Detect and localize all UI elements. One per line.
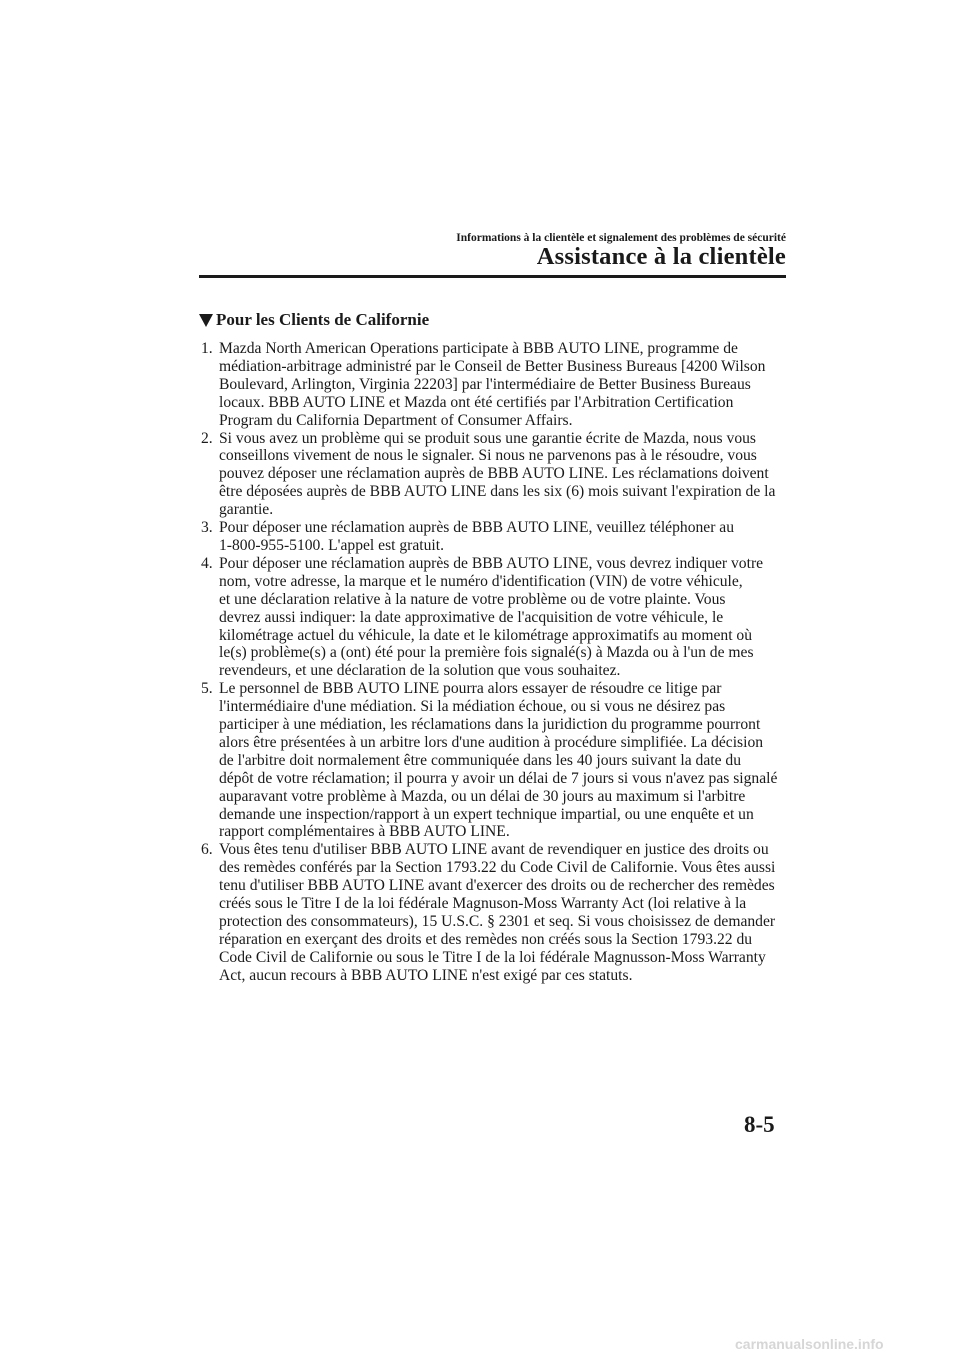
list-item-line: créés sous le Titre I de la loi fédérale Magnuson-Moss Warranty Act (loi relative à la: [219, 895, 747, 913]
list-item-line: l'intermédiaire d'une médiation. Si la médiation échoue, ou si vous ne désirez pas: [219, 698, 726, 716]
list-item-line: pouvez déposer une réclamation auprès de BBB AUTO LINE. Les réclamations doivent: [219, 465, 769, 483]
list-item-line: alors être présentées à un arbitre lors d'une audition à procédure simplifiée. La décision: [219, 733, 764, 751]
list-item-line: locaux. BBB AUTO LINE et Mazda ont été certifiés par l'Arbitration Certification: [219, 393, 734, 411]
list-item-line: réparation en exerçant des droits et des remèdes non créés sous la Section 1793.22 du: [219, 930, 753, 948]
list-item-line: Boulevard, Arlington, Virginia 22203] par l'intermédiaire de Better Business Bureaus: [219, 375, 751, 393]
list-item: [199, 841, 791, 984]
list-item-line: le(s) problème(s) a (ont) été pour la première fois signalé(s) à Mazda ou à l'un de mes: [219, 644, 754, 662]
list-item-line: protection des consommateurs), 15 U.S.C. § 2301 et seq. Si vous choisissez de demander: [219, 913, 776, 930]
numbered-list: [199, 340, 791, 985]
list-item-line: de l'arbitre doit normalement être communiquée dans les 40 jours suivant la date du: [219, 751, 742, 769]
list-item: [199, 430, 791, 520]
watermark[interactable]: carmanualsonline.info: [735, 1336, 884, 1352]
section-heading-text: Pour les Clients de Californie: [216, 310, 430, 329]
list-item-line: garantie.: [219, 501, 274, 519]
list-item-line: Vous êtes tenu d'utiliser BBB AUTO LINE avant de revendiquer en justice des droits ou: [219, 841, 769, 859]
list-item-line: revendeurs, et une déclaration de la solution que vous souhaitez.: [219, 662, 621, 680]
list-item-line: des remèdes conférés par la Section 1793.22 du Code Civil de Californie. Vous êtes aussi: [219, 859, 776, 877]
list-item-line: demande une inspection/rapport à un expert technique impartial, ou une enquête et un: [219, 805, 754, 823]
list-item-line: kilométrage actuel du véhicule, la date et le kilométrage approximatifs au moment où: [219, 626, 753, 644]
list-item: [199, 340, 791, 430]
list-item-line: 1-800-955-5100. L'appel est gratuit.: [219, 536, 444, 554]
page-number: 8-5: [744, 1112, 775, 1137]
list-item-number: 1.: [201, 340, 213, 357]
list-item: [199, 555, 791, 680]
chapter-subtitle: Informations à la clientèle et signalement des problèmes de sécurité: [456, 232, 786, 244]
list-item-line: tenu d'utiliser BBB AUTO LINE avant d'exercer des droits ou de rechercher des remèdes: [219, 877, 775, 895]
list-item-line: Pour déposer une réclamation auprès de BBB AUTO LINE, vous devrez indiquer votre: [219, 554, 764, 572]
list-item-line: Act, aucun recours à BBB AUTO LINE n'est exigé par ces statuts.: [219, 966, 633, 984]
list-item: [199, 680, 791, 841]
list-item-number: 3.: [201, 519, 213, 537]
page-title: Assistance à la clientèle: [536, 243, 786, 270]
section-heading: [199, 310, 429, 330]
list-item-line: conseillons vivement de nous le signaler. Si nous ne parvenons pas à le résoudre, vous: [219, 447, 757, 465]
list-item-line: auparavant votre problème à Mazda, ou un délai de 30 jours au maximum si l'arbitre: [219, 787, 746, 805]
header-divider: [199, 275, 786, 278]
list-item-line: dépôt de votre réclamation; il pourra y avoir un délai de 7 jours si vous n'avez pas signalé: [219, 769, 778, 787]
list-item-line: Code Civil de Californie ou sous le Titre I de la loi fédérale Magnusson-Moss Warranty: [219, 948, 766, 966]
list-item-number: 5.: [201, 680, 213, 698]
list-item-line: Si vous avez un problème qui se produit sous une garantie écrite de Mazda, nous vous: [219, 429, 756, 447]
list-item-line: et une déclaration relative à la nature de votre problème ou de votre plainte. Vous: [219, 590, 726, 608]
list-item-number: 2.: [201, 429, 213, 447]
list-item-line: médiation-arbitrage administré par le Conseil de Better Business Bureaus [4200 Wilson: [219, 357, 766, 375]
list-item-line: rapport complémentaires à BBB AUTO LINE.: [219, 823, 510, 841]
list-item: [199, 519, 791, 555]
list-item-number: 4.: [201, 554, 213, 572]
triangle-down-icon: [199, 314, 213, 327]
list-item-line: Program du California Department of Consumer Affairs.: [219, 411, 573, 429]
list-item-line: être déposées auprès de BBB AUTO LINE dans les six (6) mois suivant l'expiration de la: [219, 483, 776, 501]
list-item-line: Mazda North American Operations participate à BBB AUTO LINE, programme de: [219, 340, 738, 357]
list-item-line: Pour déposer une réclamation auprès de BBB AUTO LINE, veuillez téléphoner au: [219, 519, 735, 537]
list-item-line: devrez aussi indiquer: la date approximative de l'acquisition de votre véhicule, le: [219, 608, 724, 626]
list-item-line: Le personnel de BBB AUTO LINE pourra alors essayer de résoudre ce litige par: [219, 680, 722, 698]
list-item-number: 6.: [201, 841, 213, 859]
list-item-line: nom, votre adresse, la marque et le numéro d'identification (VIN) de votre véhicule,: [219, 572, 743, 590]
list-item-line: participer à une médiation, les réclamations dans la juridiction du programme pourront: [219, 716, 761, 734]
